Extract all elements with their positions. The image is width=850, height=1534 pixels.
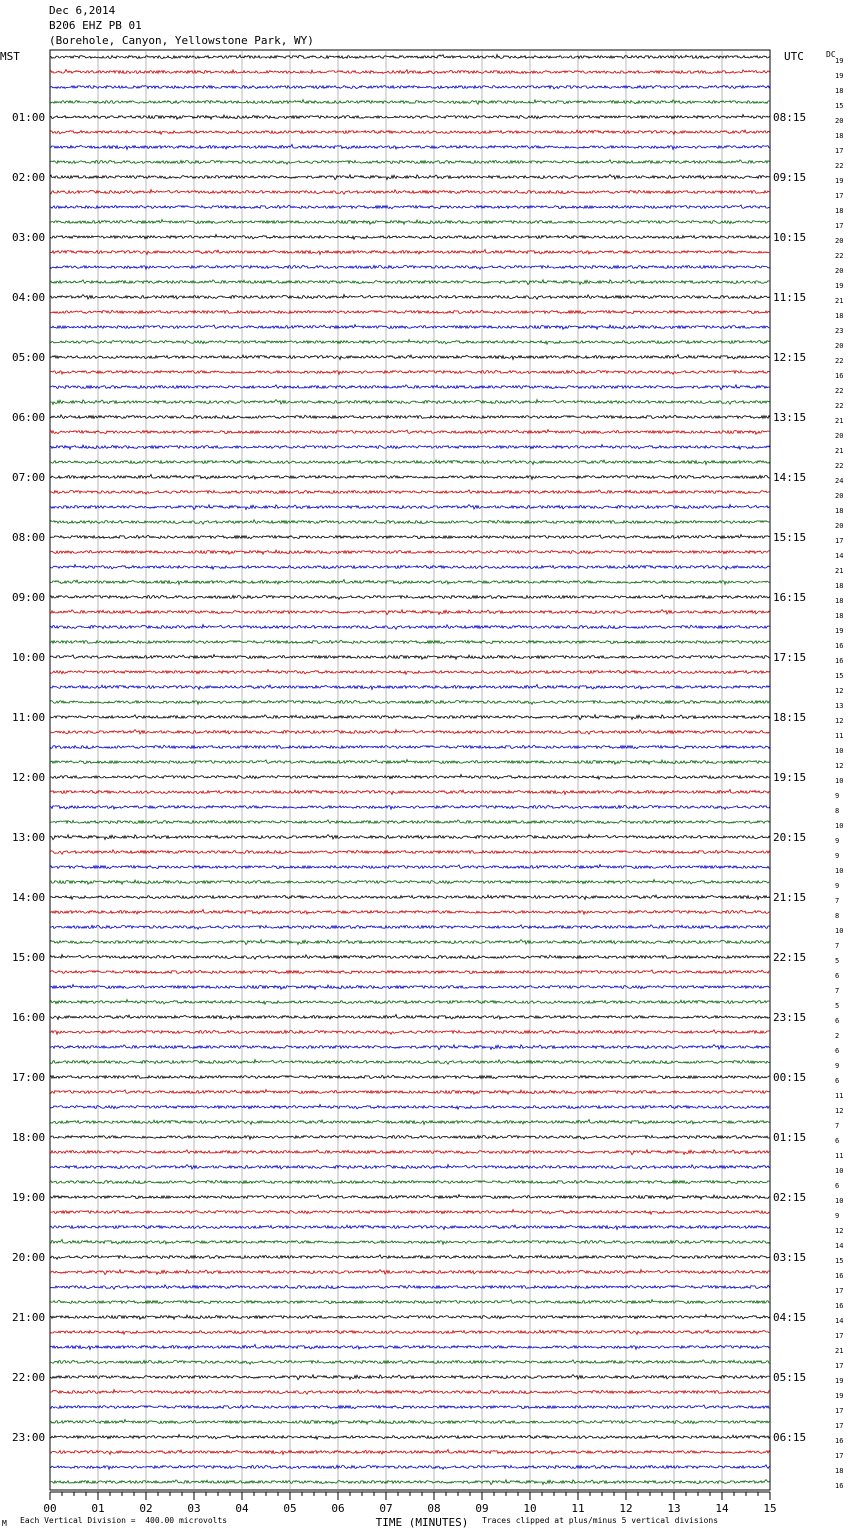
utc-hour-label: 10:15	[773, 231, 807, 244]
trace-line	[50, 1360, 770, 1365]
trace-line	[50, 940, 770, 945]
trace-line	[50, 505, 770, 510]
trace-line	[50, 730, 770, 735]
mst-hour-label: 05:00	[12, 351, 46, 364]
dc-value: 21	[835, 567, 844, 575]
dc-value: 7	[835, 987, 840, 995]
dc-value: 20	[835, 522, 844, 530]
utc-hour-label: 06:15	[773, 1431, 807, 1444]
trace-line	[50, 1285, 770, 1289]
utc-label: UTC	[784, 50, 804, 63]
utc-hour-label: 09:15	[773, 171, 807, 184]
trace-line	[50, 175, 770, 180]
utc-hour-label: 17:15	[773, 651, 807, 664]
trace-line	[50, 685, 770, 690]
trace-line	[50, 415, 770, 419]
dc-value: 16	[835, 1272, 844, 1280]
dc-value: 16	[835, 372, 844, 380]
dc-value: 10	[835, 1197, 844, 1205]
dc-value: 6	[835, 1047, 840, 1055]
trace-line	[50, 1315, 770, 1320]
dc-value: 6	[835, 1077, 840, 1085]
dc-value: 9	[835, 882, 840, 890]
trace-line	[50, 145, 770, 150]
x-tick-label: 14	[715, 1502, 729, 1515]
trace-line	[50, 550, 770, 554]
utc-hour-label: 13:15	[773, 411, 807, 424]
trace-line	[50, 850, 770, 854]
mst-hour-label: 11:00	[12, 711, 46, 724]
dc-value: 24	[835, 477, 844, 485]
utc-hour-label: 03:15	[773, 1251, 807, 1264]
utc-hour-label: 16:15	[773, 591, 807, 604]
utc-hour-label: 21:15	[773, 891, 807, 904]
utc-hour-label: 23:15	[773, 1011, 807, 1024]
dc-value: 16	[835, 1482, 844, 1490]
dc-value: 6	[835, 1017, 840, 1025]
x-axis-label: TIME (MINUTES)	[375, 1516, 469, 1529]
trace-line	[50, 655, 770, 660]
dc-value: 12	[835, 1107, 844, 1115]
trace-line	[50, 955, 770, 960]
dc-value: 17	[835, 147, 844, 155]
trace-line	[50, 1195, 770, 1200]
dc-value: 21	[835, 447, 844, 455]
dc-value: 14	[835, 1242, 844, 1250]
dc-value: 12	[835, 762, 844, 770]
dc-value: 11	[835, 1092, 844, 1100]
dc-value: 6	[835, 1137, 840, 1145]
trace-line	[50, 1120, 770, 1125]
dc-value: 10	[835, 747, 844, 755]
dc-value: 10	[835, 777, 844, 785]
mst-hour-label: 04:00	[12, 291, 46, 304]
dc-value: 22	[835, 462, 844, 470]
trace-line	[50, 925, 770, 930]
trace-line	[50, 790, 770, 795]
trace-line	[50, 355, 770, 360]
dc-value: 20	[835, 342, 844, 350]
trace-line	[50, 220, 770, 225]
utc-hour-label: 22:15	[773, 951, 807, 964]
trace-line	[50, 280, 770, 285]
dc-value: 18	[835, 312, 844, 320]
dc-value: 9	[835, 1062, 840, 1070]
trace-line	[50, 160, 770, 165]
trace-line	[50, 1180, 770, 1184]
dc-value: 22	[835, 252, 844, 260]
trace-line	[50, 1300, 770, 1304]
x-tick-label: 07	[379, 1502, 393, 1515]
dc-value: 19	[835, 72, 844, 80]
trace-line	[50, 1150, 770, 1155]
dc-value: 16	[835, 1302, 844, 1310]
trace-line	[50, 865, 770, 869]
trace-line	[50, 1015, 770, 1020]
trace-line	[50, 835, 770, 840]
dc-value: 23	[835, 327, 844, 335]
trace-line	[50, 610, 770, 615]
trace-line	[50, 985, 770, 990]
trace-line	[50, 700, 770, 704]
dc-value: 21	[835, 417, 844, 425]
dc-value: 20	[835, 237, 844, 245]
trace-line	[50, 1240, 770, 1245]
station-code: B206 EHZ PB 01	[49, 19, 142, 32]
scale-mark: M	[2, 1519, 7, 1528]
trace-line	[50, 1165, 770, 1170]
trace-line	[50, 625, 770, 630]
dc-value: 19	[835, 57, 844, 65]
trace-line	[50, 640, 770, 644]
trace-line	[50, 880, 770, 885]
dc-value: 19	[835, 177, 844, 185]
dc-value: 10	[835, 822, 844, 830]
trace-line	[50, 1075, 770, 1079]
trace-line	[50, 1270, 770, 1275]
dc-value: 12	[835, 717, 844, 725]
trace-line	[50, 400, 770, 405]
trace-line	[50, 535, 770, 539]
dc-value: 19	[835, 1392, 844, 1400]
mst-hour-label: 01:00	[12, 111, 46, 124]
dc-value: 19	[835, 627, 844, 635]
dc-value: 17	[835, 1407, 844, 1415]
mst-hour-label: 23:00	[12, 1431, 46, 1444]
trace-line	[50, 1105, 770, 1110]
trace-line	[50, 430, 770, 435]
trace-line	[50, 190, 770, 195]
trace-line	[50, 1255, 770, 1260]
x-tick-label: 06	[331, 1502, 345, 1515]
trace-line	[50, 1465, 770, 1470]
dc-value: 5	[835, 957, 840, 965]
trace-line	[50, 370, 770, 374]
x-tick-label: 13	[667, 1502, 681, 1515]
mst-hour-label: 21:00	[12, 1311, 46, 1324]
dc-value: 21	[835, 297, 844, 305]
dc-value: 18	[835, 597, 844, 605]
trace-line	[50, 970, 770, 974]
dc-value: 16	[835, 657, 844, 665]
trace-line	[50, 1045, 770, 1050]
trace-line	[50, 86, 770, 90]
dc-value: 21	[835, 1347, 844, 1355]
mst-hour-label: 03:00	[12, 231, 46, 244]
dc-value: 17	[835, 1332, 844, 1340]
trace-line	[50, 1030, 770, 1035]
dc-value: 20	[835, 432, 844, 440]
dc-value: 5	[835, 1002, 840, 1010]
mst-hour-label: 07:00	[12, 471, 46, 484]
utc-hour-label: 02:15	[773, 1191, 807, 1204]
dc-value: 11	[835, 732, 844, 740]
dc-value: 10	[835, 927, 844, 935]
trace-line	[50, 250, 770, 255]
x-tick-label: 03	[187, 1502, 201, 1515]
dc-value: 22	[835, 402, 844, 410]
utc-hour-label: 05:15	[773, 1371, 807, 1384]
dc-value: 19	[835, 1377, 844, 1385]
mst-hour-label: 08:00	[12, 531, 46, 544]
dc-value: 20	[835, 267, 844, 275]
trace-line	[50, 1420, 770, 1425]
utc-hour-label: 12:15	[773, 351, 807, 364]
dc-value: 16	[835, 642, 844, 650]
mst-hour-label: 10:00	[12, 651, 46, 664]
utc-hour-label: 18:15	[773, 711, 807, 724]
mst-hour-label: 09:00	[12, 591, 46, 604]
utc-hour-label: 19:15	[773, 771, 807, 784]
trace-line	[50, 1000, 770, 1005]
trace-line	[50, 520, 770, 524]
dc-value: 17	[835, 222, 844, 230]
mst-hour-label: 17:00	[12, 1071, 46, 1084]
trace-line	[50, 235, 770, 240]
trace-line	[50, 1330, 770, 1335]
dc-value: 20	[835, 492, 844, 500]
utc-hour-label: 14:15	[773, 471, 807, 484]
dc-value: 18	[835, 87, 844, 95]
trace-line	[50, 1210, 770, 1215]
mst-hour-label: 15:00	[12, 951, 46, 964]
mst-hour-label: 12:00	[12, 771, 46, 784]
trace-line	[50, 130, 770, 135]
dc-label: DC	[826, 50, 836, 59]
dc-value: 9	[835, 852, 840, 860]
trace-line	[50, 55, 770, 59]
trace-line	[50, 205, 770, 209]
dc-value: 22	[835, 387, 844, 395]
dc-value: 13	[835, 702, 844, 710]
trace-line	[50, 385, 770, 390]
trace-line	[50, 595, 770, 600]
dc-value: 18	[835, 132, 844, 140]
mst-hour-label: 16:00	[12, 1011, 46, 1024]
mst-hour-label: 06:00	[12, 411, 46, 424]
time-labels	[12, 57, 843, 1490]
trace-line	[50, 1480, 770, 1485]
utc-hour-label: 00:15	[773, 1071, 807, 1084]
mst-hour-label: 19:00	[12, 1191, 46, 1204]
x-tick-label: 05	[283, 1502, 297, 1515]
dc-value: 17	[835, 1362, 844, 1370]
trace-line	[50, 1435, 770, 1440]
dc-value: 9	[835, 1212, 840, 1220]
dc-value: 18	[835, 207, 844, 215]
dc-value: 19	[835, 282, 844, 290]
trace-line	[50, 310, 770, 314]
trace-line	[50, 1450, 770, 1455]
mst-hour-label: 22:00	[12, 1371, 46, 1384]
mst-hour-label: 02:00	[12, 171, 46, 184]
trace-line	[50, 670, 770, 675]
trace-line	[50, 265, 770, 269]
trace-line	[50, 820, 770, 824]
dc-value: 16	[835, 1437, 844, 1445]
dc-value: 12	[835, 687, 844, 695]
trace-line	[50, 1375, 770, 1380]
dc-value: 9	[835, 837, 840, 845]
x-tick-label: 11	[571, 1502, 585, 1515]
dc-value: 12	[835, 1227, 844, 1235]
dc-value: 14	[835, 1317, 844, 1325]
trace-line	[50, 445, 770, 450]
dc-value: 2	[835, 1032, 840, 1040]
dc-value: 14	[835, 552, 844, 560]
trace-line	[50, 760, 770, 765]
x-tick-label: 01	[91, 1502, 105, 1515]
trace-line	[50, 895, 770, 900]
trace-line	[50, 565, 770, 570]
trace-line	[50, 460, 770, 465]
mst-hour-label: 18:00	[12, 1131, 46, 1144]
dc-value: 18	[835, 612, 844, 620]
dc-value: 22	[835, 162, 844, 170]
x-tick-label: 10	[523, 1502, 537, 1515]
dc-value: 15	[835, 1257, 844, 1265]
dc-value: 10	[835, 867, 844, 875]
x-tick-label: 02	[139, 1502, 153, 1515]
dc-value: 6	[835, 972, 840, 980]
clip-note: Traces clipped at plus/minus 5 vertical divisions	[482, 1516, 719, 1525]
trace-line	[50, 475, 770, 480]
trace-line	[50, 1405, 770, 1409]
dc-value: 20	[835, 117, 844, 125]
utc-hour-label: 20:15	[773, 831, 807, 844]
trace-line	[50, 70, 770, 74]
trace-line	[50, 490, 770, 495]
dc-value: 17	[835, 1422, 844, 1430]
dc-value: 17	[835, 1287, 844, 1295]
dc-value: 17	[835, 537, 844, 545]
station-location: (Borehole, Canyon, Yellowstone Park, WY)	[49, 34, 314, 47]
trace-line	[50, 775, 770, 780]
trace-line	[50, 115, 770, 120]
trace-line	[50, 1390, 770, 1395]
dc-value: 18	[835, 507, 844, 515]
trace-line	[50, 340, 770, 345]
dc-value: 8	[835, 912, 840, 920]
dc-value: 11	[835, 1152, 844, 1160]
dc-value: 22	[835, 357, 844, 365]
x-tick-label: 08	[427, 1502, 441, 1515]
dc-value: 7	[835, 1122, 840, 1130]
dc-value: 17	[835, 192, 844, 200]
utc-hour-label: 15:15	[773, 531, 807, 544]
trace-line	[50, 745, 770, 749]
trace-line	[50, 805, 770, 809]
x-tick-label: 15	[763, 1502, 777, 1515]
dc-value: 17	[835, 1452, 844, 1460]
utc-hour-label: 11:15	[773, 291, 807, 304]
x-tick-label: 04	[235, 1502, 249, 1515]
plot-date: Dec 6,2014	[49, 4, 116, 17]
dc-value: 15	[835, 672, 844, 680]
dc-value: 18	[835, 1467, 844, 1475]
dc-value: 8	[835, 807, 840, 815]
dc-value: 10	[835, 1167, 844, 1175]
mst-hour-label: 14:00	[12, 891, 46, 904]
seismic-traces	[50, 55, 770, 1485]
mst-hour-label: 20:00	[12, 1251, 46, 1264]
dc-value: 7	[835, 897, 840, 905]
trace-line	[50, 295, 770, 300]
x-tick-label: 00	[43, 1502, 57, 1515]
utc-hour-label: 04:15	[773, 1311, 807, 1324]
x-tick-label: 09	[475, 1502, 489, 1515]
utc-hour-label: 08:15	[773, 111, 807, 124]
trace-line	[50, 1225, 770, 1230]
scale-note: Each Vertical Division = 400.00 microvolts	[20, 1516, 228, 1525]
trace-line	[50, 580, 770, 585]
trace-line	[50, 1345, 770, 1350]
trace-line	[50, 1090, 770, 1095]
dc-value: 18	[835, 582, 844, 590]
trace-line	[50, 910, 770, 915]
trace-line	[50, 100, 770, 105]
trace-line	[50, 1135, 770, 1139]
dc-value: 7	[835, 942, 840, 950]
mst-label: MST	[0, 50, 20, 63]
utc-hour-label: 01:15	[773, 1131, 807, 1144]
dc-value: 9	[835, 792, 840, 800]
trace-line	[50, 715, 770, 720]
trace-line	[50, 1060, 770, 1065]
trace-line	[50, 325, 770, 330]
x-tick-label: 12	[619, 1502, 633, 1515]
dc-value: 15	[835, 102, 844, 110]
dc-value: 6	[835, 1182, 840, 1190]
mst-hour-label: 13:00	[12, 831, 46, 844]
